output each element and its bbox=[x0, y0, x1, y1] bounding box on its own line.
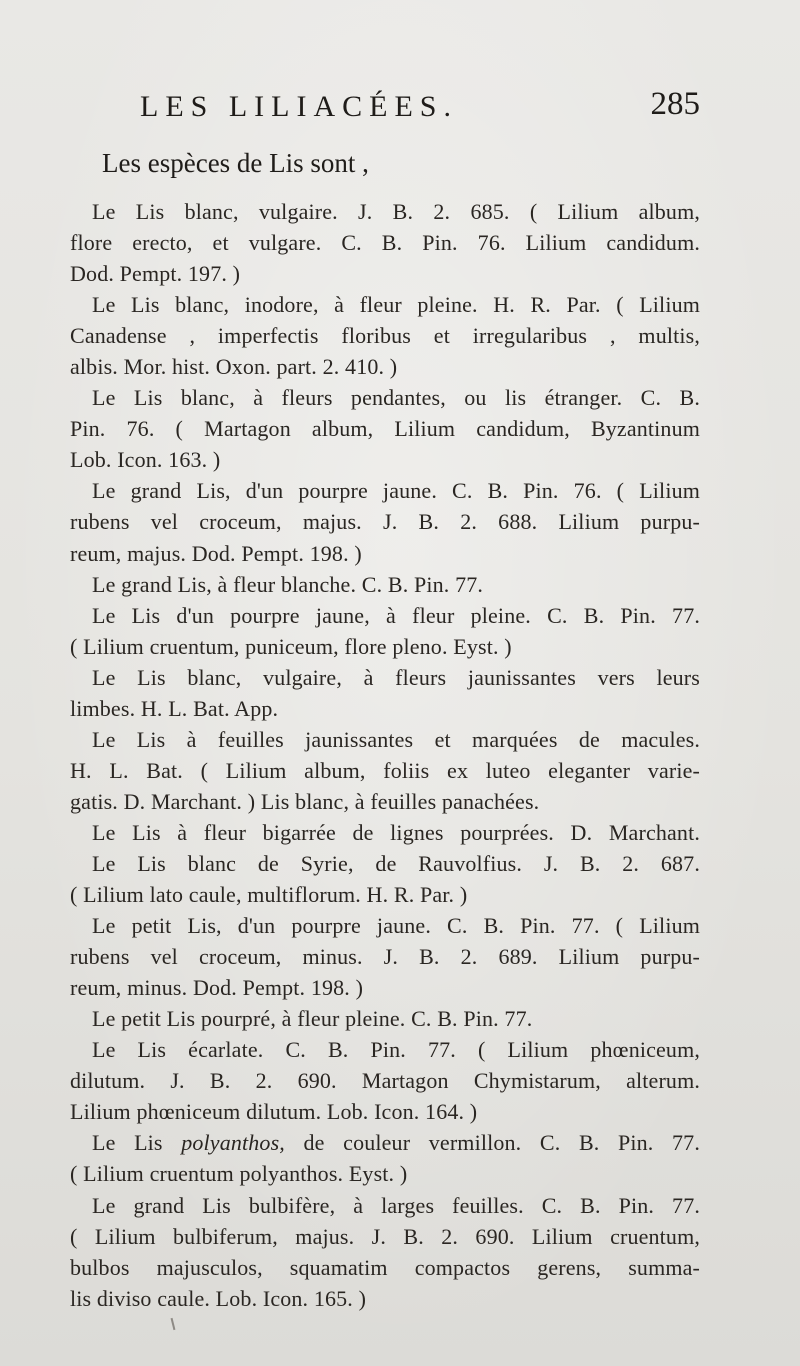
italic-word: polyanthos, bbox=[181, 1130, 285, 1156]
running-title: LES LILIACÉES. bbox=[140, 90, 458, 123]
text-line bbox=[70, 1127, 700, 1158]
text-line: ( Lilium bulbiferum, majus. J. B. 2. 690. Lilium cruentum, bbox=[70, 1223, 700, 1249]
text-line: Le petit Lis pourpré, à fleur pleine. C. B. Pin. 77. bbox=[92, 1006, 533, 1032]
text-line: ( Lilium lato caule, multiflorum. H. R. Par. ) bbox=[70, 882, 468, 908]
text-line: Le grand Lis bulbifère, à larges feuilles. C. B. Pin. 77. bbox=[92, 1192, 700, 1218]
text-line: Le Lis blanc, inodore, à fleur pleine. H. R. Par. ( Lilium bbox=[92, 292, 700, 318]
margin-mark bbox=[171, 1318, 176, 1330]
text-line: Le Lis blanc, à fleurs pendantes, ou lis étranger. C. B. bbox=[92, 385, 700, 411]
text-line: Le petit Lis, d'un pourpre jaune. C. B. Pin. 77. ( Lilium bbox=[92, 913, 700, 939]
text-line-segment: Le Lis bbox=[92, 1130, 182, 1156]
text-line: Le Lis écarlate. C. B. Pin. 77. ( Lilium phœniceum, bbox=[92, 1037, 700, 1063]
text-line: Le grand Lis, d'un pourpre jaune. C. B. Pin. 76. ( Lilium bbox=[92, 478, 700, 504]
section-title: Les espèces de Lis sont , bbox=[102, 148, 369, 178]
text-line: gatis. D. Marchant. ) Lis blanc, à feuilles panachées. bbox=[70, 788, 540, 814]
text-line: Lilium phœniceum dilutum. Lob. Icon. 164. ) bbox=[70, 1099, 478, 1125]
text-line: Le Lis à feuilles jaunissantes et marquées de macules. bbox=[92, 726, 700, 752]
text-line: flore erecto, et vulgare. C. B. Pin. 76. Lilium candidum. bbox=[70, 230, 700, 256]
text-line: rubens vel croceum, minus. J. B. 2. 689. Lilium purpu- bbox=[70, 944, 700, 970]
text-line: reum, majus. Dod. Pempt. 198. ) bbox=[70, 540, 362, 566]
text-line: limbes. H. L. Bat. App. bbox=[70, 695, 279, 721]
text-line: rubens vel croceum, majus. J. B. 2. 688. Lilium purpu- bbox=[70, 509, 700, 535]
text-line: reum, minus. Dod. Pempt. 198. ) bbox=[70, 975, 364, 1001]
text-line: dilutum. J. B. 2. 690. Martagon Chymistarum, alterum. bbox=[70, 1068, 700, 1094]
text-line: Le Lis à fleur bigarrée de lignes pourprées. D. Marchant. bbox=[92, 819, 700, 845]
text-line: lis diviso caule. Lob. Icon. 165. ) bbox=[70, 1285, 367, 1311]
text-line: H. L. Bat. ( Lilium album, foliis ex luteo eleganter varie- bbox=[70, 757, 700, 783]
text-line: Le grand Lis, à fleur blanche. C. B. Pin. 77. bbox=[92, 571, 484, 597]
text-line: albis. Mor. hist. Oxon. part. 2. 410. ) bbox=[70, 354, 398, 380]
text-line: Pin. 76. ( Martagon album, Lilium candidum, Byzantinum bbox=[70, 416, 700, 442]
text-line-segment: de couleur vermillon. C. B. Pin. 77. bbox=[284, 1130, 700, 1156]
text-line: ( Lilium cruentum polyanthos. Eyst. ) bbox=[70, 1161, 408, 1187]
page-header bbox=[0, 86, 800, 126]
text-line: ( Lilium cruentum, puniceum, flore pleno. Eyst. ) bbox=[70, 633, 512, 659]
text-line: Le Lis blanc, vulgaire, à fleurs jaunissantes vers leurs bbox=[92, 664, 700, 690]
text-line: Le Lis d'un pourpre jaune, à fleur pleine. C. B. Pin. 77. bbox=[92, 602, 700, 628]
text-line: Lob. Icon. 163. ) bbox=[70, 447, 221, 473]
text-line: Le Lis blanc de Syrie, de Rauvolfius. J. B. 2. 687. bbox=[92, 850, 700, 876]
text-line: Dod. Pempt. 197. ) bbox=[70, 261, 241, 287]
text-line: Le Lis blanc, vulgaire. J. B. 2. 685. ( Lilium album, bbox=[92, 199, 700, 224]
text-line: bulbos majusculos, squamatim compactos gerens, summa- bbox=[70, 1254, 700, 1280]
page-number: 285 bbox=[650, 86, 700, 122]
text-line: Canadense , imperfectis floribus et irregularibus , multis, bbox=[70, 323, 700, 349]
body-text bbox=[70, 196, 700, 1314]
